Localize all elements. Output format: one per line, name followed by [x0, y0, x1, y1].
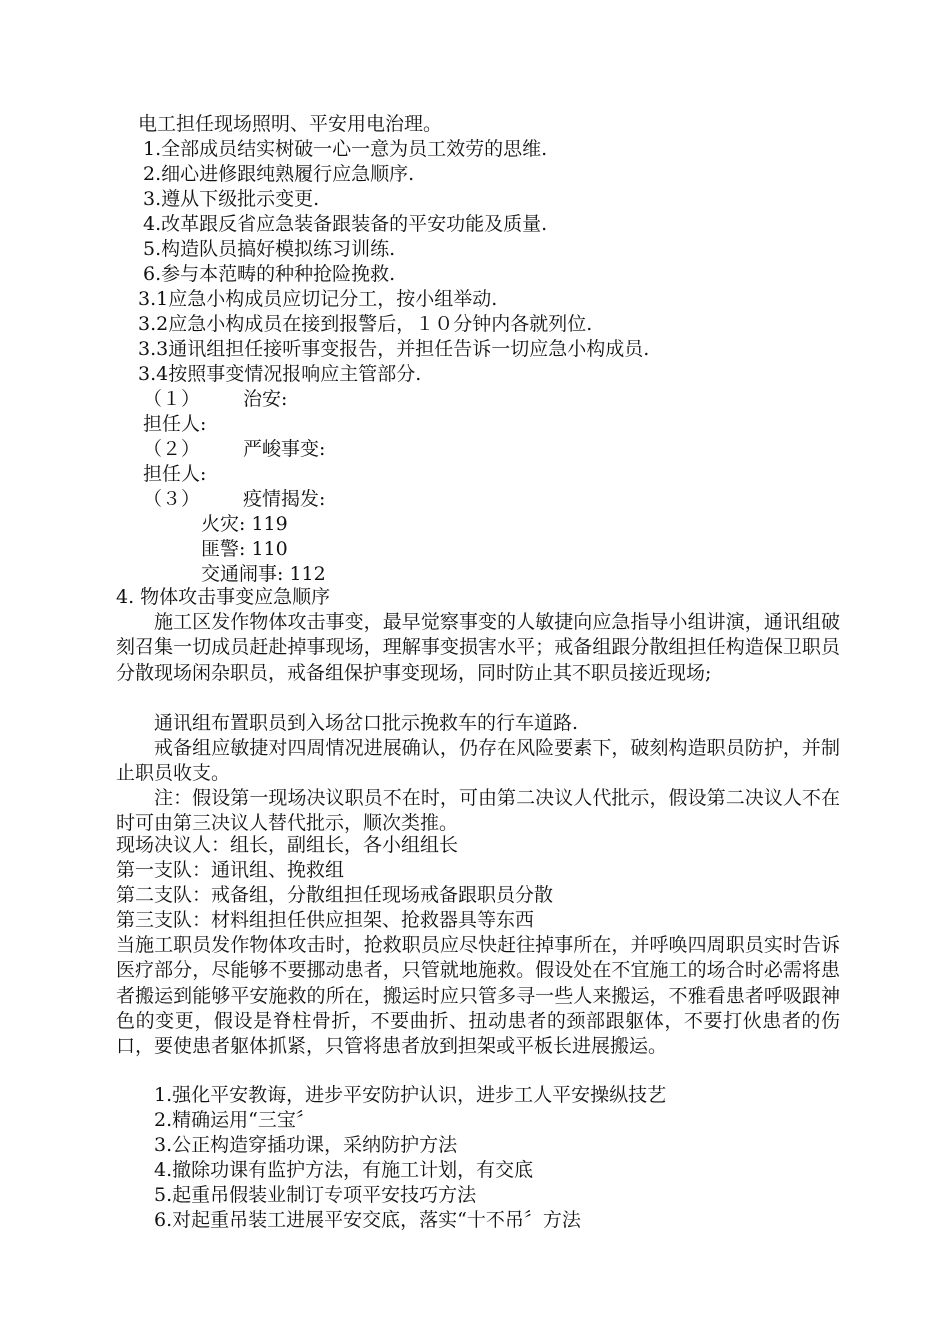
contact-label: 疫情揭发: [243, 488, 326, 510]
phone-traffic: 交通闹事: 112 [201, 563, 326, 585]
command-line: 第一支队：通讯组、挽救组 [116, 859, 345, 881]
contact-number: （３） [143, 488, 201, 510]
section4-para: 戒备组应敏捷对四周情况进展确认，仍存在风险要素下，破刻构造职员防护，并制止职员收支。 [116, 737, 840, 785]
measure-item: 3.公正构造穿插功课，采纳防护方法 [154, 1134, 458, 1156]
rescue-para: 当施工职员发作物体攻击时，抢救职员应尽快赶往掉事所在，并呼唤四周职员实时告诉医疗部分，尽能够不要挪动患者，只管就地施救。假设处在不宜施工的场合时必需将患者搬运到能够平安施救的所在，搬运时应只管多寻一些人来搬运，不雅看患者呼吸跟神色的变更，假设是脊柱骨折，不要曲折、扭动患者的颈部跟躯体，不要打伙患者的伤口，要使患者躯体抓紧，只管将患者放到担架或平板长进展搬运。 [116, 934, 840, 1058]
contact-person: 担任人: [143, 463, 207, 485]
measure-item: 2.精确运用“三宝〞 [154, 1109, 315, 1131]
procedure-item: 3.4按照事变情况报响应主管部分. [138, 363, 422, 385]
section4-para: 施工区发作物体攻击事变，最早觉察事变的人敏捷向应急指导小组讲演，通讯组破刻召集一切成员赶赴掉事现场，理解事变损害水平；戒备组跟分散组担任构造保卫职员分散现场闲杂职员，戒备组保护事变现场，同时防止其不职员接近现场; [116, 611, 840, 684]
section4-para: 通讯组布置职员到入场岔口批示挽救车的行车道路. [154, 712, 579, 734]
duty-item: 1.全部成员结实树破一心一意为员工效劳的思维. [143, 138, 548, 160]
phone-fire: 火灾: 119 [201, 513, 288, 535]
contact-person: 担任人: [143, 413, 207, 435]
procedure-item: 3.2应急小构成员在接到报警后，１０分钟内各就列位. [138, 313, 593, 335]
measure-item: 1.强化平安教诲，进步平安防护认识，进步工人平安操纵技艺 [154, 1084, 667, 1106]
contact-label: 治安: [243, 388, 288, 410]
duty-item: 2.细心进修跟纯熟履行应急顺序. [143, 163, 415, 185]
section4-heading: 4. 物体攻击事变应急顺序 [116, 586, 331, 608]
command-line: 第三支队：材料组担任供应担架、抢救器具等东西 [116, 909, 535, 931]
command-line: 第二支队：戒备组，分散组担任现场戒备跟职员分散 [116, 884, 554, 906]
command-line: 现场决议人：组长，副组长，各小组组长 [116, 834, 459, 856]
phone-police: 匪警: 110 [201, 538, 288, 560]
duty-item: 4.改革跟反省应急装备跟装备的平安功能及质量. [143, 213, 548, 235]
section4-note: 注：假设第一现场决议职员不在时，可由第二决议人代批示，假设第二决议人不在时可由第三决议人替代批示，顺次类推。 [116, 787, 840, 835]
contact-number: （１） [143, 388, 201, 410]
measure-item: 5.起重吊假装业制订专项平安技巧方法 [154, 1184, 477, 1206]
intro-line: 电工担任现场照明、平安用电治理。 [138, 113, 443, 135]
duty-item: 3.遵从下级批示变更. [143, 188, 320, 210]
procedure-item: 3.1应急小构成员应切记分工，按小组举动. [138, 288, 498, 310]
contact-label: 严峻事变: [243, 438, 326, 460]
procedure-item: 3.3通讯组担任接听事变报告，并担任告诉一切应急小构成员. [138, 338, 650, 360]
duty-item: 5.构造队员搞好模拟练习训练. [143, 238, 396, 260]
contact-number: （２） [143, 438, 201, 460]
measure-item: 6.对起重吊装工进展平安交底，落实“十不吊〞方法 [154, 1209, 581, 1231]
duty-item: 6.参与本范畴的种种抢险挽救. [143, 263, 396, 285]
measure-item: 4.撤除功课有监护方法，有施工计划，有交底 [154, 1159, 534, 1181]
